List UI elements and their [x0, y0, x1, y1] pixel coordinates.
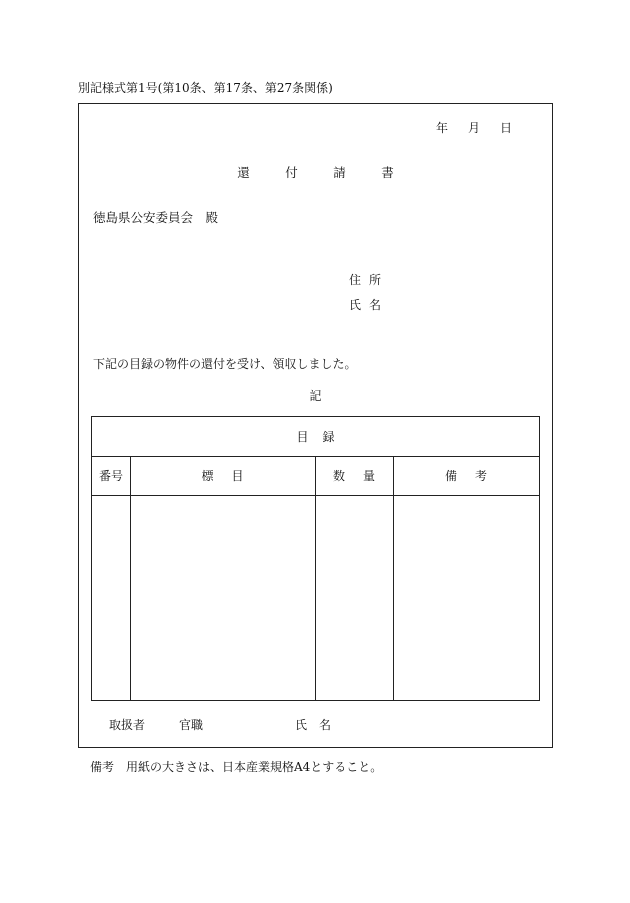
date-day-label: 日: [499, 121, 512, 135]
column-header-item-char: 目: [231, 469, 244, 483]
column-header-quantity: [315, 456, 393, 496]
date-year-label: 年: [435, 121, 448, 135]
form-heading: 別記様式第1号(第10条、第17条、第27条関係): [78, 81, 333, 95]
column-header-remarks-char: 備: [444, 469, 457, 483]
name-label-char: 名: [369, 298, 382, 312]
column-header-remarks-char: 考: [475, 469, 488, 483]
column-header-quantity-char: 数: [332, 469, 345, 483]
column-divider: [130, 456, 131, 700]
address-label-char: 住: [349, 273, 362, 287]
ki-label: 記: [309, 389, 322, 403]
body-text: 下記の目録の物件の還付を受け、領収しました。: [93, 357, 357, 371]
document-title: [79, 167, 552, 180]
address-label: [349, 274, 389, 286]
inventory-title-char: 目: [296, 430, 309, 444]
name-label-char: 氏: [349, 298, 362, 312]
title-char: 付: [285, 165, 298, 180]
note: 備考 用紙の大きさは、日本産業規格A4とすること。: [90, 760, 383, 774]
title-char: 書: [381, 165, 394, 180]
column-header-item-char: 標: [201, 469, 214, 483]
handler-label: 取扱者: [109, 718, 146, 732]
date-month-label: 月: [467, 121, 480, 135]
addressee: 徳島県公安委員会 殿: [93, 210, 219, 225]
position-label: 官職: [179, 718, 204, 732]
column-divider: [393, 456, 394, 700]
title-char: 請: [333, 165, 346, 180]
inventory-title: [92, 417, 539, 457]
date-line: [436, 122, 512, 134]
inventory-title-char: 録: [322, 430, 335, 444]
form-frame: [78, 103, 553, 748]
title-char: 還: [237, 165, 250, 180]
column-header-quantity-char: 量: [363, 469, 376, 483]
inventory-table: [91, 416, 540, 701]
column-header-remarks: [393, 456, 539, 496]
column-header-number: 番号: [92, 456, 130, 496]
column-header-item: [130, 456, 315, 496]
address-label-char: 所: [369, 273, 382, 287]
handler-name-label: 氏 名: [295, 718, 332, 732]
column-divider: [315, 456, 316, 700]
name-label: [349, 299, 389, 311]
